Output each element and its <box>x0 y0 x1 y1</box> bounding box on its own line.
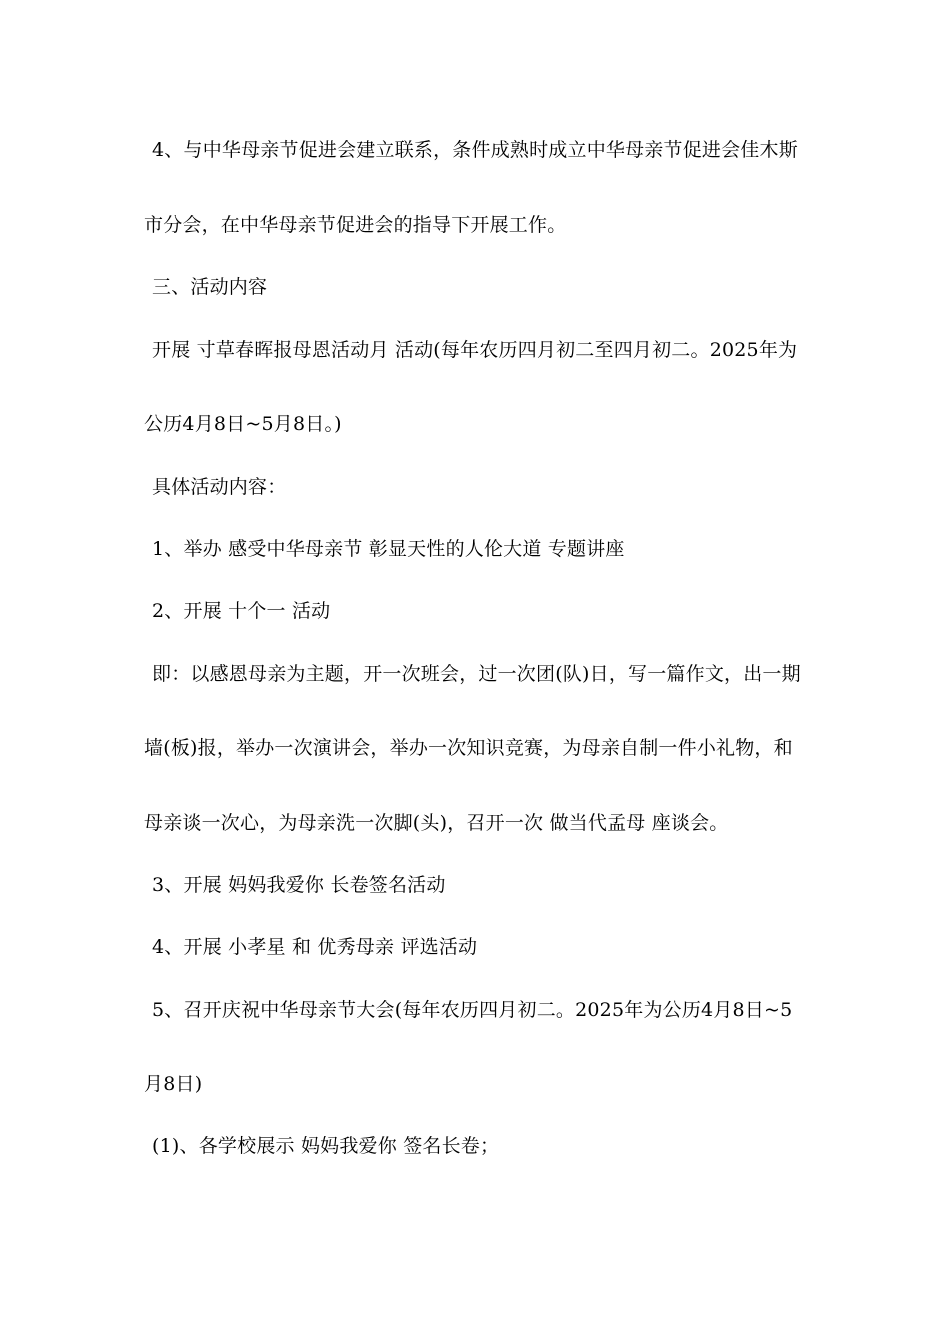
item-3-signature-scroll: 3、开展 妈妈我爱你 长卷签名活动 <box>152 874 446 896</box>
sub-item-1-school-display: (1)、各学校展示 妈妈我爱你 签名长卷； <box>152 1135 500 1157</box>
paragraph-4-line-1: 4、与中华母亲节促进会建立联系，条件成熟时成立中华母亲节促进会佳木斯 <box>152 139 798 161</box>
item-1-lecture: 1、举办 感受中华母亲节 彰显天性的人伦大道 专题讲座 <box>152 538 625 560</box>
section-heading-activity-content: 三、活动内容 <box>152 276 268 298</box>
ten-ones-detail-line-2: 墙(板)报，举办一次演讲会，举办一次知识竞赛，为母亲自制一件小礼物，和 <box>144 737 793 759</box>
specific-activities-heading: 具体活动内容： <box>152 476 287 498</box>
activity-month-line-2: 公历4月8日~5月8日。) <box>144 413 342 435</box>
item-4-selection: 4、开展 小孝星 和 优秀母亲 评选活动 <box>152 936 478 958</box>
item-5-celebration-line-2: 月8日) <box>144 1073 203 1095</box>
ten-ones-detail-line-1: 即：以感恩母亲为主题，开一次班会，过一次团(队)日，写一篇作文，出一期 <box>152 663 801 685</box>
activity-month-line-1: 开展 寸草春晖报母恩活动月 活动(每年农历四月初二至四月初二。2025年为 <box>152 339 798 361</box>
item-5-celebration-line-1: 5、召开庆祝中华母亲节大会(每年农历四月初二。2025年为公历4月8日~5 <box>152 999 793 1021</box>
item-2-ten-ones: 2、开展 十个一 活动 <box>152 600 331 622</box>
paragraph-4-line-2: 市分会，在中华母亲节促进会的指导下开展工作。 <box>144 214 567 236</box>
ten-ones-detail-line-3: 母亲谈一次心，为母亲洗一次脚(头)，召开一次 做当代孟母 座谈会。 <box>144 812 729 834</box>
